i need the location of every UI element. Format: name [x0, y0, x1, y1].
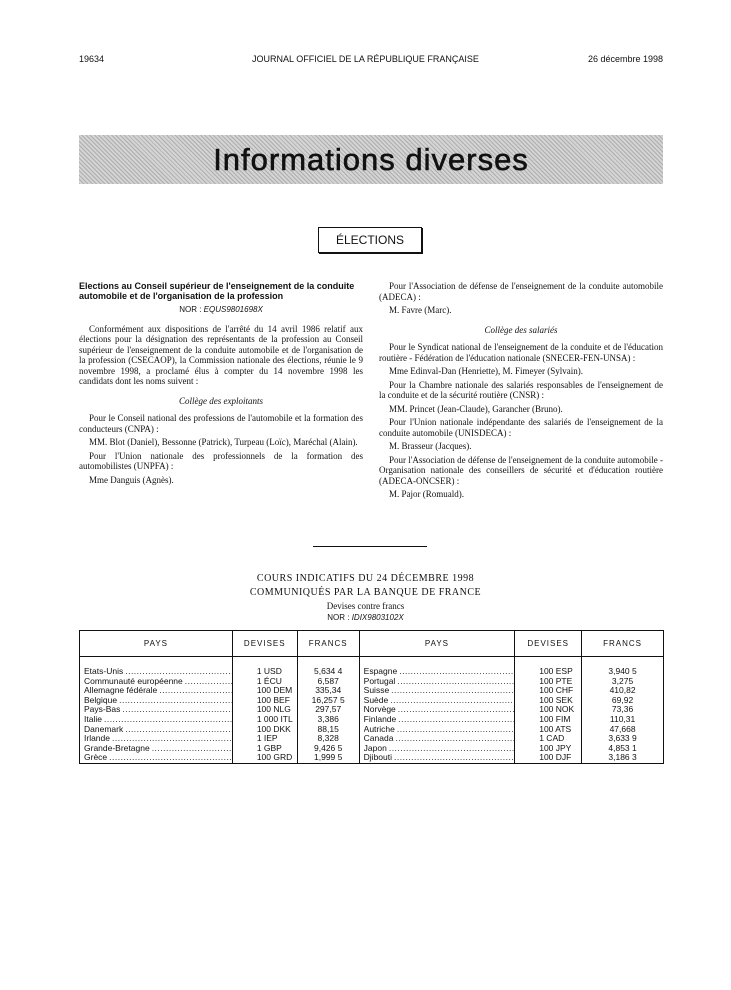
country-name: Suisse — [363, 686, 390, 696]
table-row — [80, 725, 664, 735]
college-title: Collège des exploitants — [179, 395, 263, 406]
country-cell — [80, 686, 233, 696]
cours-title: COURS INDICATIFS DU 24 DÉCEMBRE 1998 — [256, 573, 475, 584]
country-cell — [80, 677, 233, 687]
elected-names: MM. Blot (Daniel), Bessonne (Patrick), Turpeau (Loïc), Maréchal (Alain). — [89, 437, 358, 447]
currency-cell: 100 JPY — [515, 744, 582, 754]
paragraph: Pour l'Association de défense de l'enseignement de la conduite automobile (ADECA) : — [379, 281, 663, 302]
rate-cell: 73,36 — [582, 705, 664, 715]
country-cell — [80, 753, 233, 763]
currency-cell: 100 GRD — [232, 753, 297, 763]
country-cell — [359, 753, 515, 763]
section-heading: ÉLECTIONS — [335, 233, 404, 247]
country-name: Irlande — [84, 734, 110, 744]
country-name: Belgique — [84, 695, 118, 705]
rate-cell: 3,940 5 — [582, 667, 664, 677]
rate-cell: 110,31 — [582, 715, 664, 725]
col-header-francs: FRANCS — [297, 631, 359, 657]
elected-names: M. Favre (Marc). — [389, 305, 452, 315]
table-row — [80, 715, 664, 725]
rate-cell: 5,634 4 — [297, 667, 359, 677]
table-row — [80, 686, 664, 696]
table-row — [80, 677, 664, 687]
country-cell — [359, 667, 515, 677]
rate-cell: 335,34 — [297, 686, 359, 696]
country-name: Italie — [84, 714, 102, 724]
country-cell — [80, 696, 233, 706]
elected-names: M. Brasseur (Jacques). — [389, 441, 472, 451]
article-nor — [79, 305, 363, 316]
section-divider — [313, 546, 427, 547]
country-cell — [80, 667, 233, 677]
paragraph: Pour l'Association de défense de l'enseignement de la conduite automobile - Organisation nationale des conseillers de sécurité et d'éducation routière (ADECA-ONCSER) : — [379, 454, 663, 486]
currency-cell: 1 000 ITL — [232, 715, 297, 725]
currency-cell: 1 ÉCU — [232, 677, 297, 687]
country-cell — [80, 725, 233, 735]
country-name: Norvège — [363, 705, 396, 715]
country-name: Suède — [363, 695, 389, 705]
country-name: Allemagne fédérale — [84, 686, 158, 696]
currency-cell: 100 BEF — [232, 696, 297, 706]
cours-nor — [0, 613, 731, 622]
rate-cell: 8,328 — [297, 734, 359, 744]
paragraph: Pour la Chambre nationale des salariés responsables de l'enseignement de la conduite et de la sécurité routière (CNSR) : — [379, 379, 663, 400]
country-cell — [359, 686, 515, 696]
country-cell — [359, 705, 515, 715]
rate-cell: 6,587 — [297, 677, 359, 687]
rate-cell: 3,275 — [582, 677, 664, 687]
currency-cell: 100 PTE — [515, 677, 582, 687]
country-cell — [80, 715, 233, 725]
rate-cell: 3,186 3 — [582, 753, 664, 763]
elected-names: Mme Danguis (Agnès). — [89, 474, 174, 485]
currency-cell: 100 DJF — [515, 753, 582, 763]
col-header-pays: PAYS — [80, 631, 233, 657]
col-header-francs: FRANCS — [582, 631, 664, 657]
currency-cell: 100 NOK — [515, 705, 582, 715]
currency-cell: 100 ATS — [515, 725, 582, 735]
paragraph: Pour le Syndicat national de l'enseignement de la conduite et de l'éducation routière - Fédération de l'éducation nationale (SNECER-FEN-UNSA) : — [379, 342, 663, 363]
paragraph: Pour l'Union nationale indépendante des salariés de l'enseignement de la conduite automobile (UNISDECA) : — [379, 417, 663, 438]
country-cell — [359, 715, 515, 725]
currency-cell: 100 NLG — [232, 705, 297, 715]
article-title: Elections au Conseil supérieur de l'enseignement de la conduite automobile et de l'organisation de la profession — [79, 281, 355, 301]
currency-cell: 100 CHF — [515, 686, 582, 696]
country-cell — [80, 705, 233, 715]
rate-cell: 69,92 — [582, 696, 664, 706]
country-cell — [80, 744, 233, 754]
rate-cell: 16,257 5 — [297, 696, 359, 706]
paragraph: Pour le Conseil national des professions de l'automobile et la formation des conducteurs (CNPA) : — [79, 413, 363, 434]
currency-cell: 100 ESP — [515, 667, 582, 677]
currency-cell: 100 FIM — [515, 715, 582, 725]
col-header-devises: DEVISES — [232, 631, 297, 657]
country-name: Etats-Unis — [84, 667, 124, 676]
rate-cell: 4,853 1 — [582, 744, 664, 754]
rate-cell: 9,426 5 — [297, 744, 359, 754]
banner-title: Informations diverses — [213, 141, 529, 177]
country-name: Danemark — [84, 724, 124, 734]
journal-title: JOURNAL OFFICIEL DE LA RÉPUBLIQUE FRANÇAISE — [252, 54, 479, 64]
country-cell — [359, 677, 515, 687]
table-spacer-row — [80, 657, 664, 668]
table-row — [80, 753, 664, 763]
currency-cell: 1 CAD — [515, 734, 582, 744]
currency-cell: 100 DEM — [232, 686, 297, 696]
rate-cell: 88,15 — [297, 725, 359, 735]
col-header-devises: DEVISES — [515, 631, 582, 657]
exchange-rates-table — [79, 630, 664, 764]
country-name: Pays-Bas — [84, 705, 121, 715]
country-name: Grèce — [84, 753, 108, 763]
country-name: Canada — [363, 734, 394, 744]
country-cell — [359, 744, 515, 754]
table-header-row — [80, 631, 664, 657]
currency-cell: 1 IEP — [232, 734, 297, 744]
country-name: Djibouti — [363, 753, 393, 763]
elected-names: M. Pajor (Romuald). — [389, 489, 464, 499]
table-row — [80, 744, 664, 754]
rate-cell: 1,999 5 — [297, 753, 359, 763]
left-column — [79, 281, 363, 488]
country-name: Portugal — [363, 676, 396, 686]
currency-cell: 1 GBP — [232, 744, 297, 754]
table-row — [80, 705, 664, 715]
cours-caption: Devises contre francs — [326, 601, 405, 611]
country-cell — [359, 696, 515, 706]
table-row — [80, 734, 664, 744]
currency-cell: 100 SEK — [515, 696, 582, 706]
nor-label: NOR : — [179, 305, 202, 314]
rate-cell: 3,386 — [297, 715, 359, 725]
page-number: 19634 — [79, 54, 105, 64]
country-cell — [359, 734, 515, 744]
country-name: Espagne — [363, 667, 398, 676]
table-row — [80, 667, 664, 677]
section-heading-box — [318, 227, 422, 253]
right-column — [379, 281, 663, 503]
article-intro: Conformément aux dispositions de l'arrêté du 14 avril 1986 relatif aux élections pour la désignation des représentants de la profession au Conseil supérieur de l'enseignement de la conduite automobile et de l'organisation de la profession (CSECAOP), la Commission nationale des élections, réunie le 9 novembre 1998, a proclamé élus à compter du 14 novembre 1998 les candidats dont les noms suivent : — [79, 323, 363, 386]
section-banner — [79, 135, 663, 184]
country-name: Autriche — [363, 724, 395, 734]
col-header-pays: PAYS — [359, 631, 515, 657]
country-cell — [359, 725, 515, 735]
college-title: Collège des salariés — [484, 324, 558, 335]
nor-label: NOR : — [327, 613, 350, 622]
country-cell — [80, 734, 233, 744]
currency-cell: 100 DKK — [232, 725, 297, 735]
country-name: Finlande — [363, 714, 397, 724]
issue-date: 26 décembre 1998 — [587, 54, 663, 64]
country-name: Japon — [363, 743, 387, 753]
table-row — [80, 696, 664, 706]
currency-cell: 1 USD — [232, 667, 297, 677]
country-name: Grande-Bretagne — [84, 743, 150, 753]
elected-names: Mme Edinval-Dan (Henriette), M. Fimeyer (Sylvain). — [389, 366, 583, 376]
rate-cell: 297,57 — [297, 705, 359, 715]
cours-subtitle: COMMUNIQUÉS PAR LA BANQUE DE FRANCE — [249, 587, 482, 598]
elected-names: MM. Princet (Jean-Claude), Garancher (Bruno). — [389, 403, 563, 414]
nor-code: IDIX9803102X — [351, 613, 404, 622]
rate-cell: 47,668 — [582, 725, 664, 735]
rate-cell: 3,633 9 — [582, 734, 664, 744]
rate-cell: 410,82 — [582, 686, 664, 696]
paragraph: Pour l'Union nationale des professionnels de la formation des automobilistes (UNPFA) : — [79, 450, 363, 471]
nor-code: EQUS9801698X — [203, 305, 263, 314]
country-name: Communauté européenne — [84, 676, 183, 686]
